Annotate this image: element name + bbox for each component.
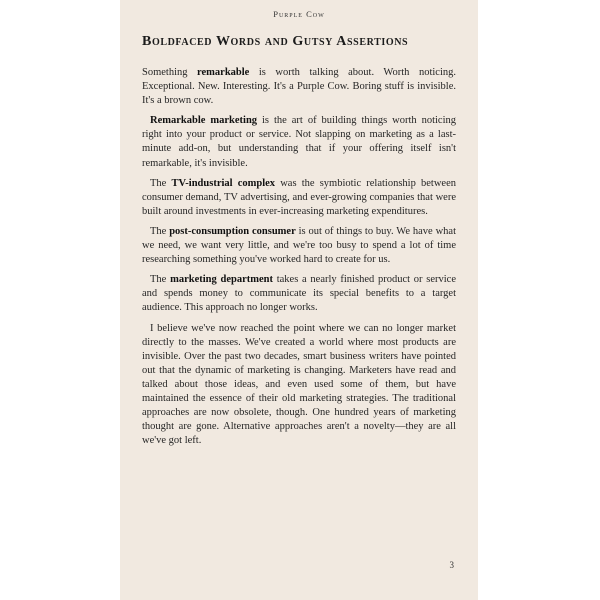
bold-term: TV-industrial complex [171,177,276,189]
paragraph-text: The [150,177,172,189]
paragraph-text: is the art of building things worth noticing right into your product or service. Not slapping on marketing as a last-minute add-on, but understanding that if your offering itself isn't remarkable, it's invisible. [142,115,457,169]
paragraph-text: The [150,225,170,237]
paragraph-text: is out of things to buy. We have what we need, we want very little, and we're too busy to spend a lot of time researching something you've worked hard to create for us. [142,225,456,266]
paragraph-text: was the symbiotic relationship between consumer demand, TV advertising, and ever-growing companies that were built around investments in ever-increasing marketing expenditures. [142,177,456,217]
bold-term: Remarkable marketing [150,115,258,127]
running-head: Purple Cow [273,9,325,19]
page-number: 3 [449,560,454,570]
paragraph-text: The [150,274,171,286]
paragraph-2 [142,114,456,170]
paragraph-1 [142,66,456,108]
book-page [120,0,478,600]
bold-term: remarkable [197,67,250,78]
paragraph-5 [142,273,456,315]
bold-term: marketing department [170,274,273,286]
paragraph-text: Something [142,67,198,78]
paragraph-6 [142,322,456,449]
section-title: Boldfaced Words and Gutsy Assertions [142,34,409,49]
paragraph-4 [142,225,456,267]
paragraph-3 [142,177,456,219]
paragraph-text: is worth talking about. Worth noticing. Exceptional. New. Interesting. It's a Purple Cow. Boring stuff is invisible. It's a brown cow. [142,67,456,107]
paragraph-text: I believe we've now reached the point where we can no longer market directly to the masses. We've created a world where most products are invisible. Over the past two decades, smart business writers have pointed out that the dynamic of marketing is changing. Marketers have read and talked about those ideas, and even used some of them, but have maintained the essence of their old marketing strategies. The traditional approaches are now obsolete, though. One hundred years of marketing thought are gone. Alternative approaches aren't a novelty—they are all we've got left. [142,322,456,447]
bold-term: post-consumption consumer [169,225,296,237]
paragraph-text: takes a nearly finished product or service and spends money to communicate its special benefits to a target audience. This approach no longer works. [142,274,456,314]
